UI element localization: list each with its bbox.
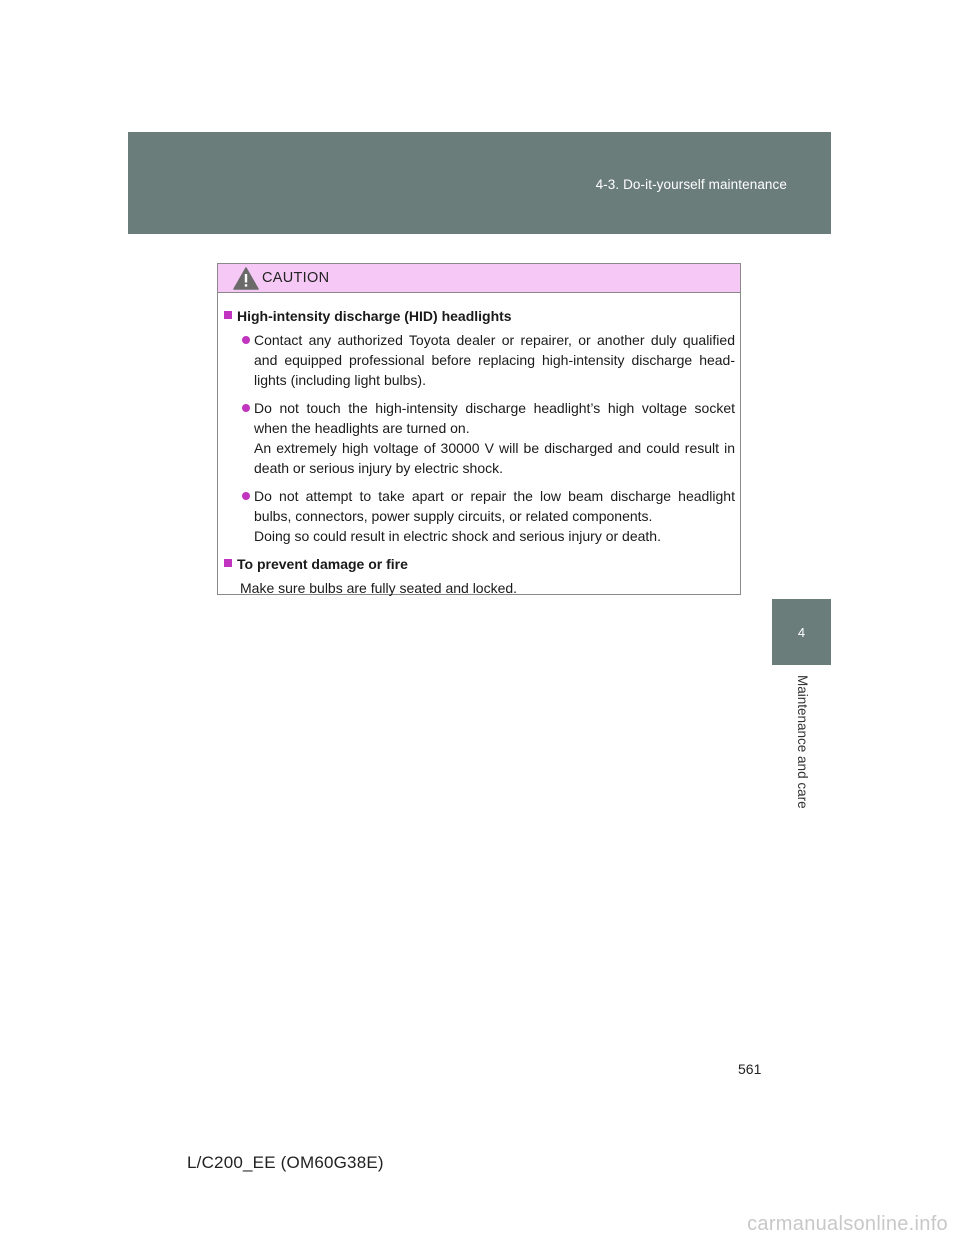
- chapter-tab: [772, 599, 831, 665]
- chapter-label: Maintenance and care: [795, 675, 810, 809]
- square-bullet-icon: [224, 559, 232, 567]
- list-item: Do not touch the high-intensity discharge headlight’s high voltage socket when the headlights are turned on. An extremely high voltage of 30000 V will be discharged and could result in death or serious injury by electric shock.: [224, 398, 736, 478]
- chapter-number: 4: [797, 625, 806, 640]
- page-number: 561: [738, 1061, 762, 1077]
- header-band: [128, 132, 831, 234]
- round-bullet-icon: [242, 404, 250, 412]
- section-heading: To prevent damage or fire: [224, 554, 736, 574]
- caution-header: [218, 264, 740, 293]
- document-code: L/C200_EE (OM60G38E): [187, 1153, 384, 1172]
- square-bullet-icon: [224, 311, 232, 319]
- round-bullet-icon: [242, 336, 250, 344]
- section-heading: High-intensity discharge (HID) headlights: [224, 306, 736, 326]
- section-text: Make sure bulbs are fully seated and locked.: [240, 580, 518, 596]
- round-bullet-icon: [242, 492, 250, 500]
- caution-box: [217, 263, 741, 595]
- caution-title: CAUTION: [262, 270, 330, 286]
- warning-triangle-icon: [233, 267, 259, 290]
- caution-body: [218, 293, 740, 598]
- list-item: Do not attempt to take apart or repair the low beam discharge headlight bulbs, connectors, power supply circuits, or related components. Doing so could result in electric shock and serious injury or death.: [224, 486, 736, 546]
- list-item: Contact any authorized Toyota dealer or repairer, or another duly qualified and equipped professional before replacing high-intensity discharge head-lights (including light bulbs).: [224, 330, 736, 390]
- section-title: 4-3. Do-it-yourself maintenance: [595, 177, 787, 192]
- watermark: carmanualsonline.info: [747, 1213, 948, 1235]
